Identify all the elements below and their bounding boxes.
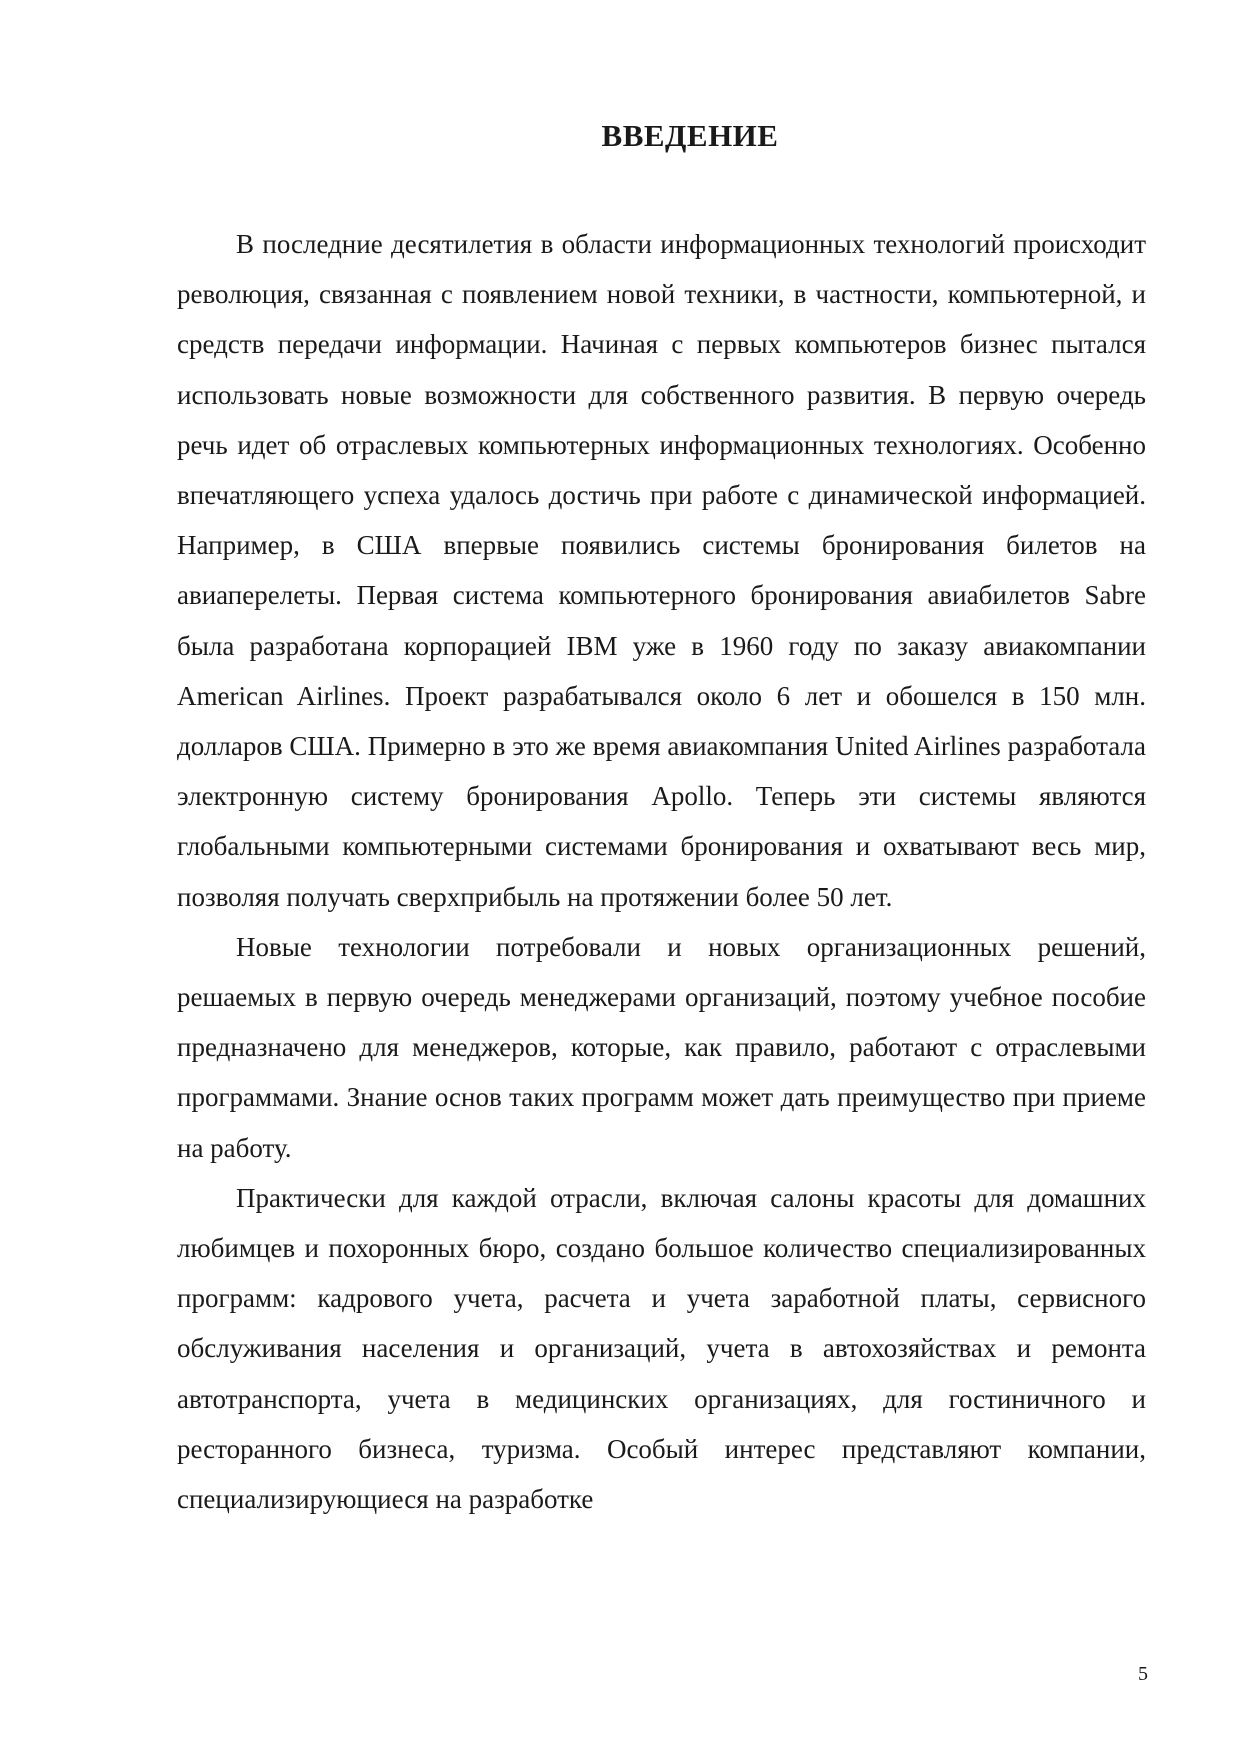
paragraph-2: Новые технологии потребовали и новых организационных решений, решаемых в первую очередь менеджерами организаций, поэтому учебное пособие предназначено для менеджеров, которые, как правило, работают с отраслевыми программами. Знание основ таких программ может дать преимущество при приеме на работу.: [177, 931, 1146, 1163]
document-body: [177, 219, 1146, 1524]
paragraph-3: Практически для каждой отрасли, включая салоны красоты для домашних любимцев и похоронных бюро, создано большое количество специализированных программ: кадрового учета, расчета и учета заработной платы, сервисного обслуживания населения и организаций, учета в автохозяйствах и ремонта автотранспорта, учета в медицинских организациях, для гостиничного и ресторанного бизнеса, туризма. Особый интерес представляют компании, специализирующиеся на разработке: [177, 1182, 1146, 1515]
page-title: ВВЕДЕНИЕ: [601, 118, 779, 153]
paragraph-1: В последние десятилетия в области информационных технологий происходит революция, связанная с появлением новой техники, в частности, компьютерной, и средств передачи информации. Начиная с первых компьютеров бизнес пытался использовать новые возможности для собственного развития. В первую очередь речь идет об отраслевых компьютерных информационных технологиях. Особенно впечатляющего успеха удалось достичь при работе с динамической информацией. Например, в США впервые появились системы бронирования билетов на авиаперелеты. Первая система компьютерного бронирования авиабилетов Sabre была разработана корпорацией IBM уже в 1960 году по заказу авиакомпании American Airlines. Проект разрабатывался около 6 лет и обошелся в 150 млн. долларов США. Примерно в это же время авиакомпания United Airlines разработала электронную систему бронирования Apollo. Теперь эти системы являются глобальными компьютерными системами бронирования и охватывают весь мир, позволяя получать сверхприбыль на протяжении более 50 лет.: [177, 229, 1146, 912]
page-number: 5: [1138, 1663, 1148, 1685]
